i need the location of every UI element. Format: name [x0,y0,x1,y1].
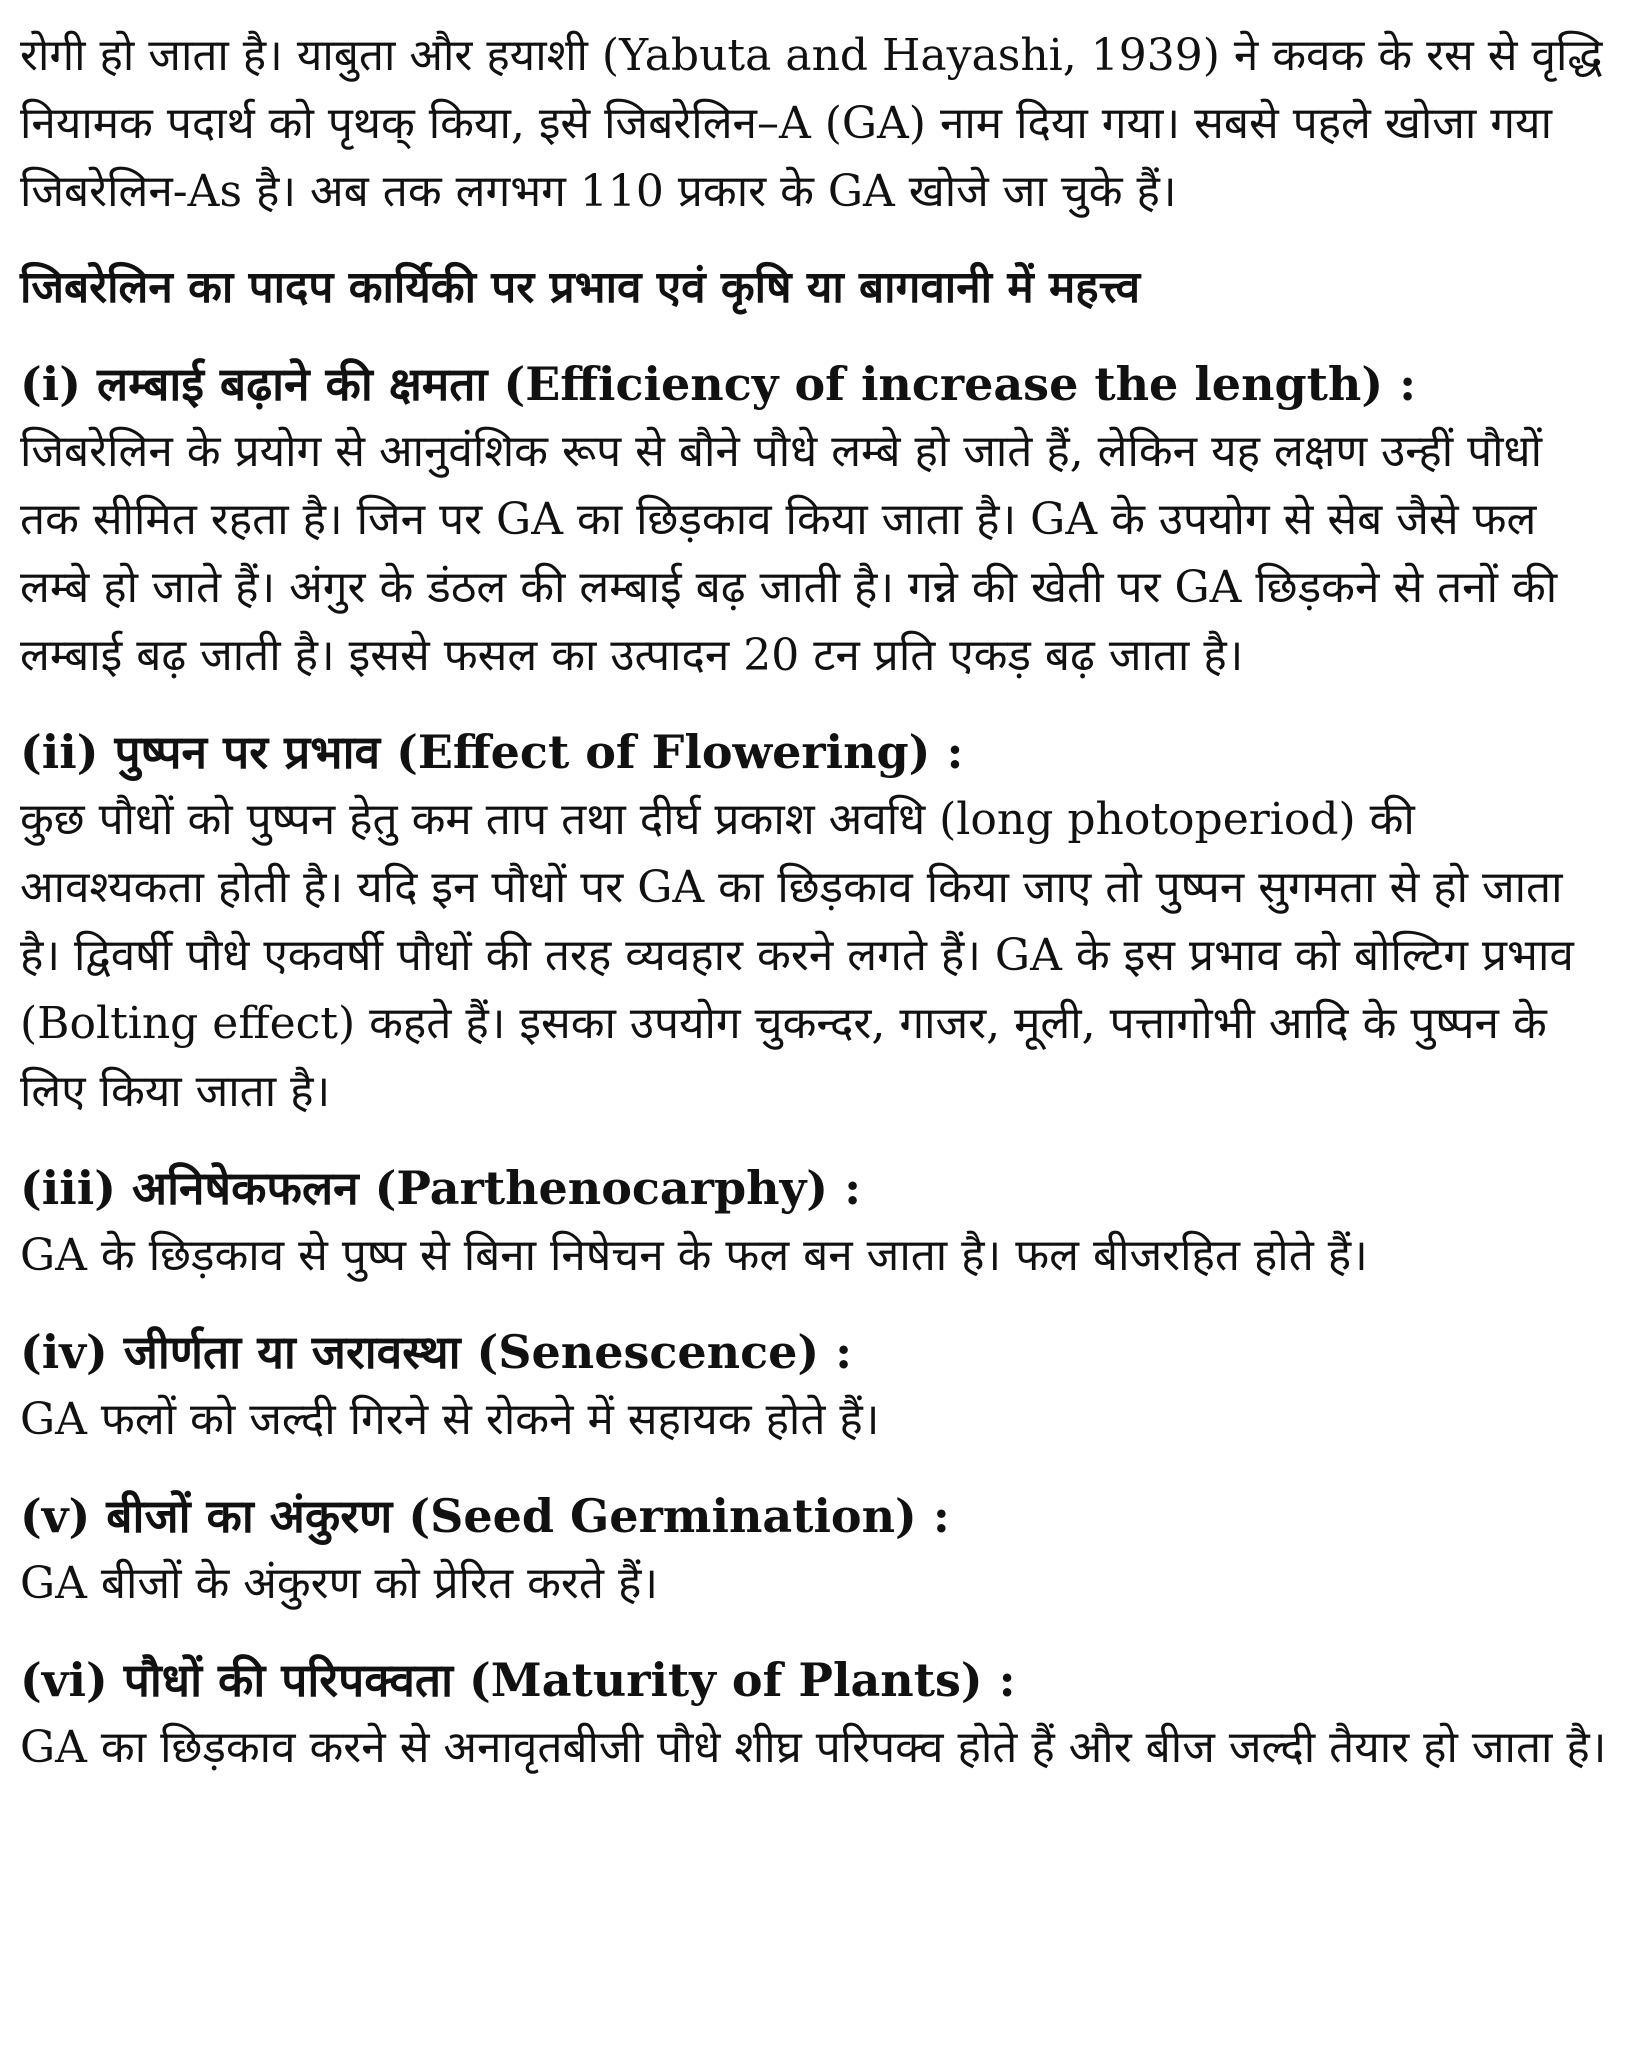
item-title: (i) लम्बाई बढ़ाने की क्षमता (Efficiency of increase the length) : [20,357,1417,411]
item-seed-germination [20,1482,1610,1618]
item-body: GA फलों को जल्दी गिरने से रोकने में सहायक होते हैं। [20,1394,880,1445]
item-flowering [20,718,1610,1126]
item-body: कुछ पौधों को पुष्पन हेतु कम ताप तथा दीर्घ प्रकाश अवधि (long photoperiod) की आवश्यकता होती है। यदि इन पौधों पर GA का छिड़काव किया जाए तो पुष्पन सुगमता से हो जाता है। द्विवर्षी पौधे एकवर्षी पौधों की तरह व्यवहार करने लगते हैं। GA के इस प्रभाव को बोल्टिग प्रभाव (Bolting effect) कहते हैं। इसका उपयोग चुकन्दर, गाजर, मूली, पत्तागोभी आदि के पुष्पन के लिए किया जाता है। [20,794,1574,1117]
item-parthenocarpy [20,1154,1610,1290]
item-title: (vi) पौधों की परिपक्वता (Maturity of Plants) : [20,1653,1016,1707]
section-heading: जिबरेलिन का पादप कार्यिकी पर प्रभाव एवं कृषि या बागवानी में महत्त्व [20,262,1141,313]
item-body: GA बीजों के अंकुरण को प्रेरित करते हैं। [20,1558,659,1609]
item-senescence [20,1318,1610,1454]
intro-paragraph: रोगी हो जाता है। याबुता और हयाशी (Yabuta and Hayashi, 1939) ने कवक के रस से वृद्धि नियामक पदार्थ को पृथक् किया, इसे जिबरेलिन–A (GA) नाम दिया गया। सबसे पहले खोजा गया जिबरेलिन-As है। अब तक लगभग 110 प्रकार के GA खोजे जा चुके हैं। [20,30,1603,217]
item-title: (iv) जीर्णता या जरावस्था (Senescence) : [20,1325,853,1379]
item-plant-maturity [20,1646,1610,1782]
item-title: (ii) पुष्पन पर प्रभाव (Effect of Flowering) : [20,725,964,779]
item-body: GA के छिड़काव से पुष्प से बिना निषेचन के फल बन जाता है। फल बीजरहित होते हैं। [20,1230,1368,1281]
item-length-increase [20,350,1610,690]
item-title: (iii) अनिषेकफलन (Parthenocarphy) : [20,1161,862,1215]
item-body: GA का छिड़काव करने से अनावृतबीजी पौधे शीघ्र परिपक्व होते हैं और बीज जल्दी तैयार हो जाता है। [20,1722,1607,1773]
item-title: (v) बीजों का अंकुरण (Seed Germination) : [20,1489,950,1543]
item-body: जिबरेलिन के प्रयोग से आनुवंशिक रूप से बौने पौधे लम्बे हो जाते हैं, लेकिन यह लक्षण उन्हीं पौधों तक सीमित रहता है। जिन पर GA का छिड़काव किया जाता है। GA के उपयोग से सेब जैसे फल लम्बे हो जाते हैं। अंगुर के डंठल की लम्बाई बढ़ जाती है। गन्ने की खेती पर GA छिड़कने से तनों की लम्बाई बढ़ जाती है। इससे फसल का उत्पादन 20 टन प्रति एकड़ बढ़ जाता है। [20,426,1558,681]
document-page [20,22,1610,1810]
